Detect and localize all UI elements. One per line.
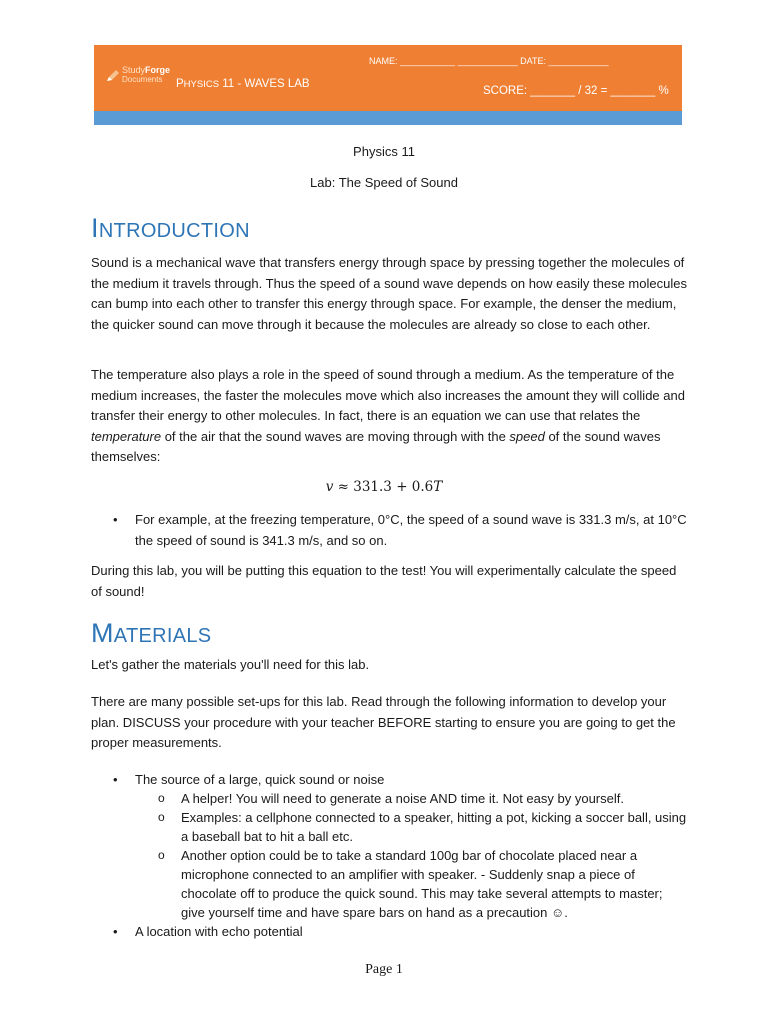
course-title: PHYSICS 11 - WAVES LAB [176, 78, 310, 90]
list-item: • For example, at the freezing temperature, 0°C, the speed of a sound wave is 331.3 m/s, at 10°C the speed of sound is 341.3 m/s, and so on. [113, 512, 687, 548]
speed-formula: v ≈ 331.3 + 0.6T [325, 479, 443, 495]
list-item: • The source of a large, quick sound or noise [113, 772, 385, 787]
header-stripe [94, 111, 682, 125]
pencil-icon [106, 69, 120, 83]
intro-paragraph-1: Sound is a mechanical wave that transfers energy through space by pressing together the molecules of the medium it travels through. Thus the speed of a sound wave depends on how easily these molecules can bump into each other to transfer this energy through space. For example, the denser the medium, the quicker sound can move through it because the molecules are already so close to each other. [91, 255, 687, 332]
lab-title: Lab: The Speed of Sound [310, 175, 458, 190]
sub-list-item: o A helper! You will need to generate a noise AND time it. Not easy by yourself. [158, 791, 624, 806]
logo-subtext: Documents [122, 75, 163, 84]
score-field: SCORE: _______ / 32 = _______ % [483, 85, 669, 97]
intro-paragraph-3: During this lab, you will be putting this equation to the test! You will experimentally calculate the speed of sound! [91, 563, 677, 599]
list-item: • A location with echo potential [113, 924, 303, 939]
intro-paragraph-2: The temperature also plays a role in the speed of sound through a medium. As the temperature of the medium increases, the faster the molecules move which also increases the amount they will collide and transfer their energy to other molecules. In fact, there is an equation we can use that relates the temperature of the air that the sound waves are moving through with the speed of the sound waves themselves: [91, 367, 685, 464]
course-name: Physics 11 [353, 144, 415, 159]
name-date-field: NAME: ___________ ____________ DATE: ____________ [369, 56, 609, 66]
materials-paragraph-1: Let's gather the materials you'll need for this lab. [91, 657, 370, 672]
materials-heading: MATERIALS [91, 618, 212, 648]
sub-list-item: o Examples: a cellphone connected to a speaker, hitting a pot, kicking a soccer ball, using a baseball bat to hit a ball etc. [158, 810, 687, 844]
page-number: Page 1 [365, 962, 403, 977]
materials-paragraph-2: There are many possible set-ups for this lab. Read through the following information to develop your plan. DISCUSS your procedure with your teacher BEFORE starting to ensure you are going to get the proper measurements. [91, 694, 676, 750]
sub-list-item: o Another option could be to take a standard 100g bar of chocolate placed near a microphone connected to an amplifier with speaker. - Suddenly snap a piece of chocolate off to produce the quick sound. This may take several attempts to master; give yourself time and have spare bars on hand as a precaution ☺. [158, 848, 663, 920]
logo-text: StudyForge [122, 65, 171, 75]
header-band [94, 45, 682, 111]
introduction-heading: INTRODUCTION [91, 213, 250, 243]
studyforge-logo [106, 65, 171, 91]
